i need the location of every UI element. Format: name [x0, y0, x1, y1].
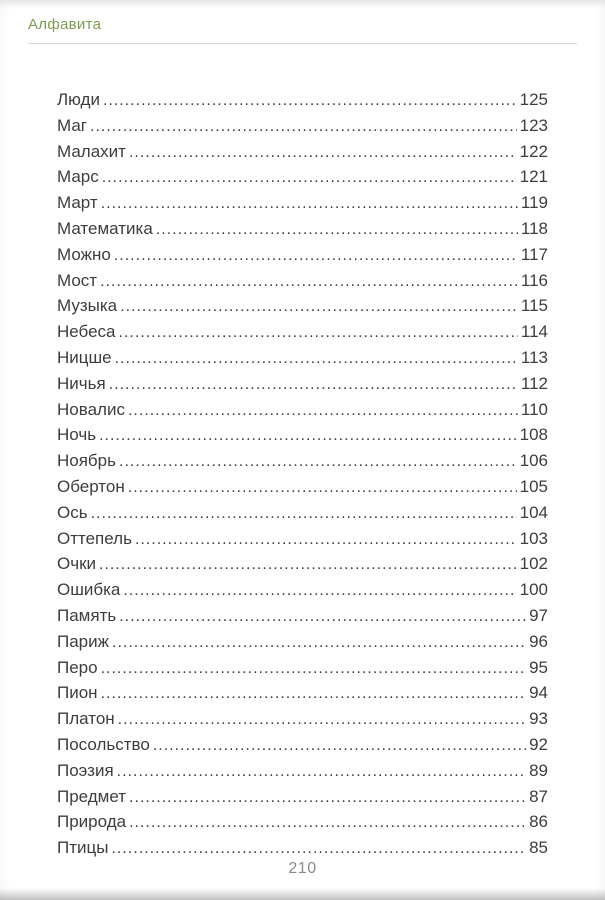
toc-entry	[57, 578, 548, 604]
toc-page-number: 110	[520, 399, 548, 419]
toc-term: Ноябрь	[57, 451, 116, 471]
toc-entry	[57, 501, 548, 527]
toc-page-number: 100	[519, 580, 548, 600]
toc-page-number: 115	[520, 296, 548, 316]
toc-entry	[57, 191, 548, 217]
dot-leader	[129, 785, 526, 811]
toc-term: Платон	[57, 709, 115, 729]
dot-leader	[91, 501, 517, 527]
toc-page-number: 85	[529, 838, 548, 858]
toc-page-number: 119	[520, 193, 548, 213]
dot-leader	[128, 398, 518, 424]
toc-term: Можно	[57, 244, 111, 264]
dot-leader	[103, 88, 517, 114]
toc-page-number: 103	[519, 528, 548, 548]
toc-entry	[57, 217, 548, 243]
dot-leader	[109, 372, 518, 398]
toc-term: Природа	[57, 812, 127, 832]
toc-entry	[57, 656, 548, 682]
toc-page-number: 95	[529, 657, 548, 677]
toc-entry	[57, 785, 548, 811]
toc-entry	[57, 423, 548, 449]
toc-term: Маг	[57, 115, 88, 135]
dot-leader	[118, 707, 526, 733]
toc-term: Поэзия	[57, 760, 114, 780]
toc-term: Малахит	[57, 141, 126, 161]
toc-entry	[57, 733, 548, 759]
dot-leader	[119, 449, 517, 475]
toc-list	[0, 88, 605, 862]
dot-leader	[102, 165, 517, 191]
toc-entry	[57, 552, 548, 578]
toc-entry	[57, 810, 548, 836]
toc-entry	[57, 707, 548, 733]
dot-leader	[112, 630, 526, 656]
dot-leader	[120, 294, 518, 320]
toc-term: Перо	[57, 657, 98, 677]
dot-leader	[114, 243, 518, 269]
toc-entry	[57, 449, 548, 475]
dot-leader	[101, 656, 526, 682]
toc-term: Ничья	[57, 373, 106, 393]
toc-page-number: 93	[529, 709, 548, 729]
toc-page-number: 106	[519, 451, 548, 471]
toc-page-number: 108	[519, 425, 548, 445]
toc-page-number: 96	[529, 631, 548, 651]
toc-term: Память	[57, 605, 117, 625]
toc-entry	[57, 475, 548, 501]
toc-term: Париж	[57, 631, 109, 651]
toc-page-number: 118	[520, 218, 548, 238]
dot-leader	[135, 527, 517, 553]
toc-page-number: 122	[519, 141, 548, 161]
toc-entry	[57, 114, 548, 140]
toc-entry	[57, 165, 548, 191]
running-header-title: Алфавита	[28, 16, 102, 33]
toc-page-number: 102	[519, 554, 548, 574]
toc-entry	[57, 294, 548, 320]
dot-leader	[111, 836, 526, 862]
toc-entry	[57, 759, 548, 785]
toc-page-number: 104	[519, 502, 548, 522]
toc-page-number: 105	[519, 476, 548, 496]
dot-leader	[99, 552, 517, 578]
toc-entry	[57, 604, 548, 630]
toc-page-number: 92	[529, 734, 548, 754]
dot-leader	[129, 810, 526, 836]
toc-term: Посольство	[57, 734, 150, 754]
toc-term: Ошибка	[57, 580, 121, 600]
toc-entry	[57, 527, 548, 553]
toc-page-number: 97	[529, 605, 548, 625]
toc-term: Обертон	[57, 476, 125, 496]
dot-leader	[123, 578, 516, 604]
running-header	[0, 0, 605, 34]
toc-term: Небеса	[57, 322, 116, 342]
dot-leader	[115, 346, 518, 372]
toc-term: Люди	[57, 90, 100, 109]
toc-page-number: 86	[529, 812, 548, 832]
toc-entry	[57, 269, 548, 295]
toc-page-number: 117	[520, 244, 548, 264]
toc-entry	[57, 88, 548, 114]
page-number: 210	[288, 860, 317, 877]
toc-term: Музыка	[57, 296, 118, 316]
toc-entry	[57, 320, 548, 346]
dot-leader	[119, 320, 518, 346]
toc-term: Очки	[57, 554, 97, 574]
toc-term: Предмет	[57, 786, 127, 806]
toc-term: Марс	[57, 167, 99, 187]
toc-entry	[57, 836, 548, 862]
toc-page-number: 94	[529, 683, 548, 703]
toc-entry	[57, 630, 548, 656]
toc-page-number: 113	[520, 347, 548, 367]
dot-leader	[153, 733, 526, 759]
toc-term: Математика	[57, 218, 153, 238]
toc-term: Новалис	[57, 399, 125, 419]
toc-page-number: 112	[520, 373, 548, 393]
toc-page-number: 123	[519, 115, 548, 135]
dot-leader	[156, 217, 518, 243]
toc-term: Мост	[57, 270, 98, 290]
toc-term: Ось	[57, 502, 88, 522]
dot-leader	[101, 191, 518, 217]
dot-leader	[117, 759, 526, 785]
dot-leader	[129, 140, 517, 166]
toc-term: Март	[57, 193, 98, 213]
toc-page-number: 89	[529, 760, 548, 780]
toc-term: Пион	[57, 683, 98, 703]
toc-term: Птицы	[57, 838, 109, 858]
toc-page-number: 87	[529, 786, 548, 806]
toc-page-number: 125	[519, 90, 548, 109]
dot-leader	[101, 681, 527, 707]
toc-entry	[57, 372, 548, 398]
toc-entry	[57, 346, 548, 372]
toc-entry	[57, 243, 548, 269]
dot-leader	[100, 269, 518, 295]
toc-page-number: 116	[520, 270, 548, 290]
toc-entry	[57, 140, 548, 166]
toc-term: Ницше	[57, 347, 112, 367]
toc-page-number: 114	[520, 322, 548, 342]
dot-leader	[99, 423, 517, 449]
dot-leader	[119, 604, 526, 630]
toc-page-number: 121	[519, 167, 548, 187]
dot-leader	[90, 114, 517, 140]
header-rule	[28, 43, 577, 44]
toc-entry	[57, 398, 548, 424]
dot-leader	[128, 475, 517, 501]
toc-term: Ночь	[57, 425, 97, 445]
toc-term: Оттепель	[57, 528, 132, 548]
toc-entry	[57, 681, 548, 707]
